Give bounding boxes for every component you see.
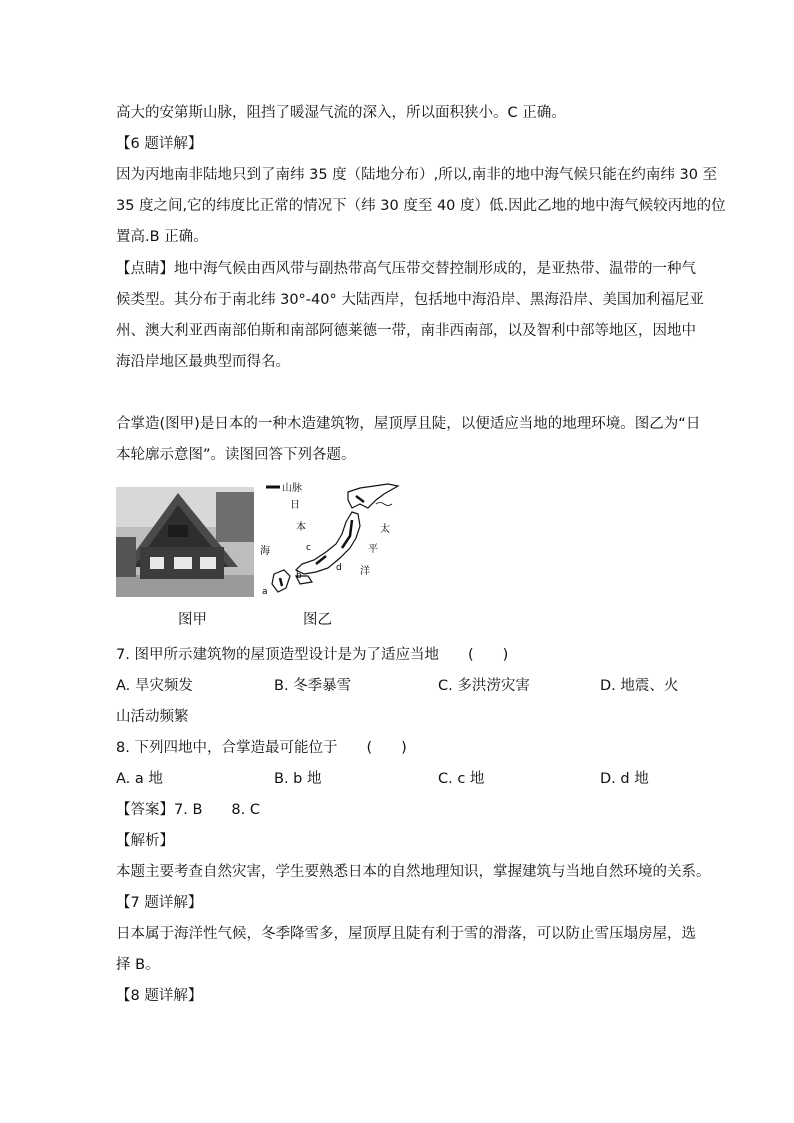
figure-caption-b: 图乙: [303, 612, 332, 628]
section-heading-7: 【7 题详解】: [116, 895, 203, 911]
point-d: d: [336, 563, 342, 573]
analysis-text: 本题主要考查自然灾害，学生要熟悉日本的自然地理知识，掌握建筑与当地自然环境的关系。: [116, 864, 711, 880]
ocean-label-3: 洋: [360, 566, 370, 577]
japan-outline-map: [256, 478, 412, 596]
text-line: 候类型。其分布于南北纬 30°-40° 大陆西岸，包括地中海沿岸、黑海沿岸、美国加利福尼亚: [116, 292, 704, 308]
text-line: 海沿岸地区最典型而得名。: [116, 354, 290, 370]
question-8-stem: 8. 下列四地中，合掌造最可能位于 ( ): [116, 740, 407, 756]
legend-label: 山脉: [282, 483, 302, 494]
point-b: b: [296, 571, 302, 581]
detail-7-line: 日本属于海洋性气候，冬季降雪多，屋顶厚且陡有利于雪的滑落，可以防止雪压塌房屋，选: [116, 926, 696, 942]
figure-caption-a: 图甲: [178, 612, 207, 628]
text-line: 35 度之间,它的纬度比正常的情况下（纬 30 度至 40 度）低.因此乙地的地中海气候较丙地的位: [116, 198, 726, 214]
detail-7-line: 择 B。: [116, 957, 160, 973]
section-heading-6: 【6 题详解】: [116, 136, 203, 152]
text-line: 州、澳大利亚西南部伯斯和南部阿德莱德一带，南非西南部，以及智利中部等地区，因地中: [116, 323, 696, 339]
gassho-house-photo: [116, 487, 254, 597]
q8-option-c: C. c 地: [438, 771, 485, 787]
sea-label-1: 日: [290, 500, 300, 511]
tip-line: 【点睛】地中海气候由西风带与副热带高气压带交替控制形成的，是亚热带、温带的一种气: [116, 261, 696, 277]
point-a: a: [262, 587, 268, 596]
question-intro: 合掌造(图甲)是日本的一种木造建筑物，屋顶厚且陡，以便适应当地的地理环境。图乙为“日: [116, 416, 701, 432]
q8-option-b: B. b 地: [274, 771, 322, 787]
q7-option-d: D. 地震、火: [600, 678, 679, 694]
analysis-heading: 【解析】: [116, 833, 174, 849]
text-line: 置高.B 正确。: [116, 229, 208, 245]
ocean-label-2: 平: [368, 544, 378, 555]
ocean-label-1: 太: [380, 524, 390, 535]
question-7-stem: 7. 图甲所示建筑物的屋顶造型设计是为了适应当地 ( ): [116, 647, 509, 663]
q7-option-c: C. 多洪涝灾害: [438, 678, 530, 694]
q7-option-b: B. 冬季暴雪: [274, 678, 352, 694]
q8-option-d: D. d 地: [600, 771, 649, 787]
question-intro: 本轮廓示意图”。读图回答下列各题。: [116, 447, 356, 463]
answer-line: 【答案】7. B 8. C: [116, 802, 260, 818]
q7-option-d-continued: 山活动频繁: [116, 709, 189, 725]
point-c: c: [306, 543, 311, 553]
q7-option-a: A. 旱灾频发: [116, 678, 193, 694]
q8-option-a: A. a 地: [116, 771, 163, 787]
text-line: 因为丙地南非陆地只到了南纬 35 度（陆地分布）,所以,南非的地中海气候只能在约南纬 30 至: [116, 167, 718, 183]
sea-label-2: 本: [296, 522, 306, 533]
sea-label-3: 海: [260, 546, 270, 557]
text-line: 高大的安第斯山脉，阻挡了暖湿气流的深入，所以面积狭小。C 正确。: [116, 105, 566, 121]
section-heading-8: 【8 题详解】: [116, 988, 203, 1004]
